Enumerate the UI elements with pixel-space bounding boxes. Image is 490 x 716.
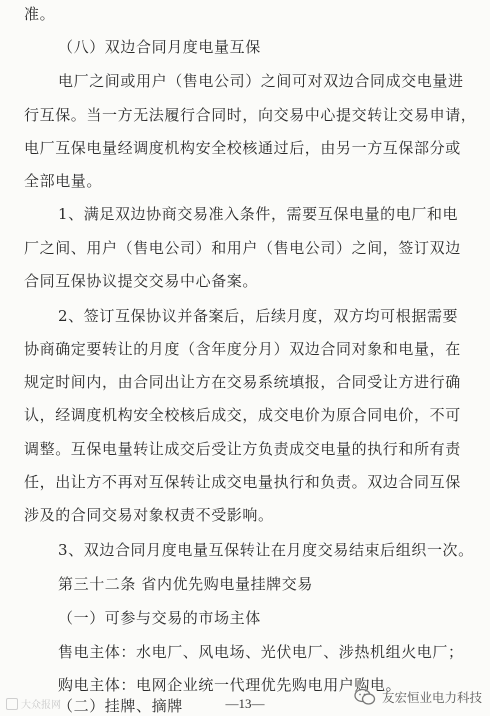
watermark-left (6, 696, 61, 711)
text-line: 准。 (24, 5, 56, 23)
text-line: 购电主体：电网企业统一代理优先购电用户购电。 (58, 676, 402, 694)
account-watermark (354, 688, 482, 706)
text-line: 认，经调度机构安全校核后成交，成交电价为原合同电价，不可 (24, 406, 461, 424)
text-line: 合同互保协议提交交易中心备案。 (24, 272, 259, 290)
text-line: 3、双边合同月度电量互保转让在月度交易结束后组织一次。 (58, 541, 474, 559)
text-line: 涉及的合同交易对象权责不受影响。 (24, 506, 274, 524)
account-name: 友宏恒业电力科技 (381, 690, 482, 705)
text-line: 电厂互保电量经调度机构安全校核通过后，由另一方互保部分或 (24, 139, 461, 157)
text-line: 行互保。当一方无法履行合同时，向交易中心提交转让交易申请， (24, 106, 477, 124)
section-heading: （一）可参与交易的市场主体 (58, 609, 261, 627)
page-number: —13— (225, 696, 265, 711)
text-line: 2、签订互保协议并备案后，后续月度，双方均可根据需要 (58, 307, 459, 325)
text-line: 厂之间、用户（售电公司）和用户（售电公司）之间，签订双边 (24, 239, 461, 257)
section-heading: （八）双边合同月度电量互保 (58, 38, 261, 56)
text-line: 规定时间内，由合同出让方在交易系统填报，合同受让方进行确 (24, 373, 461, 391)
text-line: 电厂之间或用户（售电公司）之间可对双边合同成交电量进 (58, 72, 464, 90)
text-line: 调整。互保电量转让成交后受让方负责成交电量的执行和所有责 (24, 440, 461, 458)
text-line: 售电主体：水电厂、风电场、光伏电厂、涉热机组火电厂； (58, 643, 464, 661)
wechat-icon (354, 688, 376, 706)
text-line: 任，出让方不再对互保转让成交电量执行和负责。双边合同互保 (24, 473, 461, 491)
text-line: 协商确定要转让的月度（含年度分月）双边合同对象和电量，在 (24, 340, 461, 358)
watermark-text: 大众报网 (21, 700, 61, 711)
section-heading: （二）挂牌、摘牌 (58, 697, 183, 715)
text-line: 1、满足双边协商交易准入条件，需要互保电量的电厂和电 (58, 205, 459, 223)
watermark-icon (6, 698, 18, 710)
article-heading: 第三十二条 省内优先购电量挂牌交易 (58, 575, 313, 593)
text-line: 全部电量。 (24, 172, 103, 190)
